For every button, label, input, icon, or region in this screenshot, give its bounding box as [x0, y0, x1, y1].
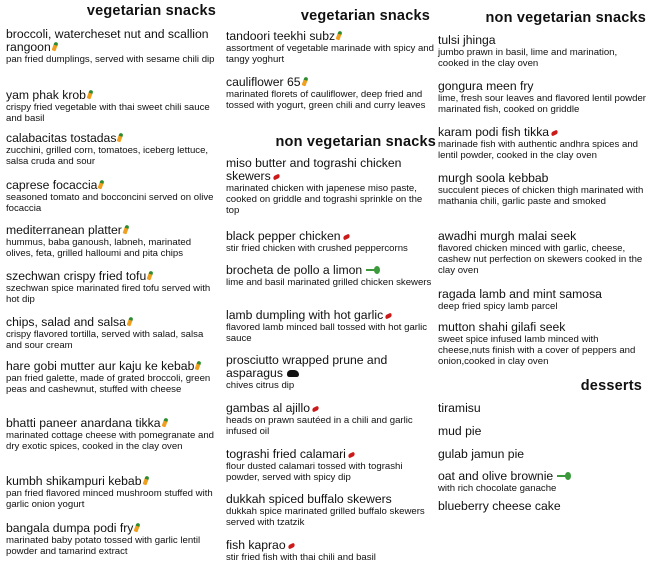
menu-item: [6, 179, 220, 214]
menu-item: [438, 470, 646, 494]
item-name: gambas al ajillo: [226, 401, 311, 415]
item-name: gongura meen fry: [438, 79, 534, 93]
item-description: flavored chicken minced with garlic, cheese, cashew nut perfection on skewers cooked in the clay oven: [438, 243, 643, 276]
veg-icon: [122, 225, 129, 235]
item-name: brocheta de pollo a limon: [226, 263, 363, 277]
item-description: assortment of vegetable marinade with spicy and tangy yoghurt: [226, 43, 434, 65]
menu-item: [438, 425, 646, 438]
menu-item: [438, 448, 646, 461]
veg-icon: [127, 317, 134, 327]
veg-icon: [117, 133, 124, 143]
menu-item: [6, 522, 220, 557]
item-name: gulab jamun pie: [438, 447, 525, 461]
item-description: flour dusted calamari tossed with tograshi powder, served with spicy dip: [226, 461, 403, 483]
section-heading-non-vegetarian-snacks: non vegetarian snacks: [275, 134, 436, 150]
item-name: broccoli, watercheset nut and scallion rangoon: [6, 27, 209, 54]
vegan-icon: [366, 266, 380, 274]
item-name: murgh soola kebbab: [438, 171, 549, 185]
item-description: pan fried galette, made of grated broccoli, green peas and cashewnut, stuffed with cheese: [6, 373, 211, 395]
item-name: miso butter and tograshi chicken skewers: [226, 156, 402, 183]
item-name: oat and olive brownie: [438, 469, 554, 483]
item-name: tandoori teekhi subz: [226, 29, 336, 43]
item-description: hummus, baba ganoush, labneh, marinated olives, feta, grilled halloumi and pita chips: [6, 237, 192, 259]
item-description: jumbo prawn in basil, lime and marination, cooked in the clay oven: [438, 47, 618, 69]
menu-item: [226, 230, 436, 254]
menu-item: [6, 132, 220, 167]
item-name: szechwan crispy fried tofu: [6, 269, 147, 283]
menu-item: [226, 264, 436, 288]
pork-icon: [287, 370, 299, 377]
vegan-icon: [557, 472, 571, 480]
menu-item: [226, 493, 436, 528]
item-name: black pepper chicken: [226, 229, 341, 243]
section-heading-vegetarian-snacks: vegetarian snacks: [86, 3, 216, 19]
item-description: crispy flavored tortilla, served with salad, salsa and sour cream: [6, 329, 204, 351]
item-name: lamb dumpling with hot garlic: [226, 308, 384, 322]
section-heading-vegetarian-snacks: vegetarian snacks: [300, 8, 430, 24]
menu-item: [6, 28, 220, 65]
veg-icon: [336, 31, 343, 41]
item-name: dukkah spiced buffalo skewers: [226, 492, 392, 506]
item-description: deep fried spicy lamb parcel: [438, 301, 558, 312]
chili-icon: [311, 406, 319, 413]
menu-item: [438, 321, 646, 367]
menu-item: [6, 316, 220, 351]
chili-icon: [347, 452, 355, 459]
veg-icon: [195, 361, 202, 371]
item-description: szechwan spice marinated fired tofu served with hot dip: [6, 283, 211, 305]
item-name: hare gobi mutter aur kaju ke kebab: [6, 359, 195, 373]
menu-item: [438, 34, 646, 69]
item-description: seasoned tomato and bocconcini served on olive focaccia: [6, 192, 214, 214]
item-description: chives citrus dip: [226, 380, 295, 391]
menu-item: [226, 309, 436, 344]
menu-item: [226, 76, 436, 111]
menu-item: [6, 475, 220, 510]
item-name: bhatti paneer anardana tikka: [6, 416, 161, 430]
chili-icon: [385, 313, 393, 320]
menu-item: [438, 230, 646, 276]
veg-icon: [134, 523, 141, 533]
veg-icon: [161, 418, 168, 428]
menu-item: [438, 80, 646, 115]
menu-item: [6, 224, 220, 259]
item-name: awadhi murgh malai seek: [438, 229, 577, 243]
item-name: kumbh shikampuri kebab: [6, 474, 142, 488]
menu-item: [6, 89, 220, 124]
item-name: ragada lamb and mint samosa: [438, 287, 602, 301]
item-description: lime, fresh sour leaves and flavored lentil powder marinated fish, cooked on griddle: [438, 93, 646, 115]
item-description: heads on prawn sautéed in a chili and garlic infused oil: [226, 415, 413, 437]
item-description: marinade fish with authentic andhra spices and lentil powder, cooked in the clay oven: [438, 139, 638, 161]
item-description: marinated cottage cheese with pomegranate and dry exotic spices, cooked in the clay oven: [6, 430, 214, 452]
item-description: stir fried fish with thai chili and basil: [226, 552, 376, 563]
item-description: pan fried flavored minced mushroom stuffed with garlic onion yogurt: [6, 488, 213, 510]
section-heading-non-vegetarian-snacks: non vegetarian snacks: [485, 10, 646, 26]
item-name: tograshi fried calamari: [226, 447, 346, 461]
item-name: fish kaprao: [226, 538, 286, 552]
menu-item: [438, 402, 646, 415]
item-description: zucchini, grilled corn, tomatoes, iceberg lettuce, salsa cruda and sour: [6, 145, 209, 167]
menu-item: [438, 172, 646, 207]
item-name: blueberry cheese cake: [438, 499, 561, 513]
item-name: mediterranean platter: [6, 223, 122, 237]
menu-item: [226, 30, 436, 65]
item-name: prosciutto wrapped prune and asparagus: [226, 353, 388, 380]
menu-item: [438, 500, 646, 513]
veg-icon: [87, 90, 94, 100]
item-name: karam podi fish tikka: [438, 125, 550, 139]
item-description: dukkah spice marinated grilled buffalo skewers served with tzatzik: [226, 506, 425, 528]
section-heading-desserts: desserts: [580, 378, 642, 394]
item-name: cauliflower 65: [226, 75, 301, 89]
menu-item: [226, 157, 436, 216]
item-description: flavored lamb minced ball tossed with hot garlic sauce: [226, 322, 428, 344]
item-description: lime and basil marinated grilled chicken skewers: [226, 277, 432, 288]
veg-icon: [142, 476, 149, 486]
item-name: tulsi jhinga: [438, 33, 496, 47]
veg-icon: [301, 77, 308, 87]
item-name: mud pie: [438, 424, 482, 438]
item-description: sweet spice infused lamb minced with cheese,nuts finish with a cover of peppers and onion,cooked in clay oven: [438, 334, 636, 367]
item-name: tiramisu: [438, 401, 481, 415]
chili-icon: [342, 234, 350, 241]
menu-item: [226, 448, 436, 483]
item-name: caprese focaccia: [6, 178, 98, 192]
item-name: mutton shahi gilafi seek: [438, 320, 566, 334]
menu-item: [226, 354, 436, 391]
chili-icon: [287, 543, 295, 550]
item-description: with rich chocolate ganache: [438, 483, 557, 494]
item-description: marinated florets of cauliflower, deep fried and tossed with yogurt, green chili and curry leaves: [226, 89, 426, 111]
item-description: marinated baby potato tossed with garlic lentil powder and tamarind extract: [6, 535, 201, 557]
item-name: bangala dumpa podi fry: [6, 521, 134, 535]
item-description: crispy fried vegetable with thai sweet chili sauce and basil: [6, 102, 210, 124]
menu-item: [6, 417, 220, 452]
item-description: succulent pieces of chicken thigh marinated with mathania chili, garlic paste and smoked: [438, 185, 644, 207]
veg-icon: [98, 180, 105, 190]
menu-item: [438, 288, 646, 312]
veg-icon: [147, 271, 154, 281]
chili-icon: [551, 130, 559, 137]
item-name: calabacitas tostadas: [6, 131, 117, 145]
item-description: pan fried dumplings, served with sesame chili dip: [6, 54, 215, 65]
menu-item: [226, 539, 436, 563]
item-name: yam phak krob: [6, 88, 86, 102]
menu-item: [438, 126, 646, 161]
item-name: chips, salad and salsa: [6, 315, 126, 329]
menu-item: [226, 402, 436, 437]
veg-icon: [51, 42, 58, 52]
chili-icon: [272, 174, 280, 181]
item-description: marinated chicken with japenese miso paste, cooked on griddle and tograshi sprinkle on the top: [226, 183, 423, 216]
menu-item: [6, 270, 220, 305]
menu-item: [6, 360, 220, 395]
item-description: stir fried chicken with crushed peppercorns: [226, 243, 408, 254]
